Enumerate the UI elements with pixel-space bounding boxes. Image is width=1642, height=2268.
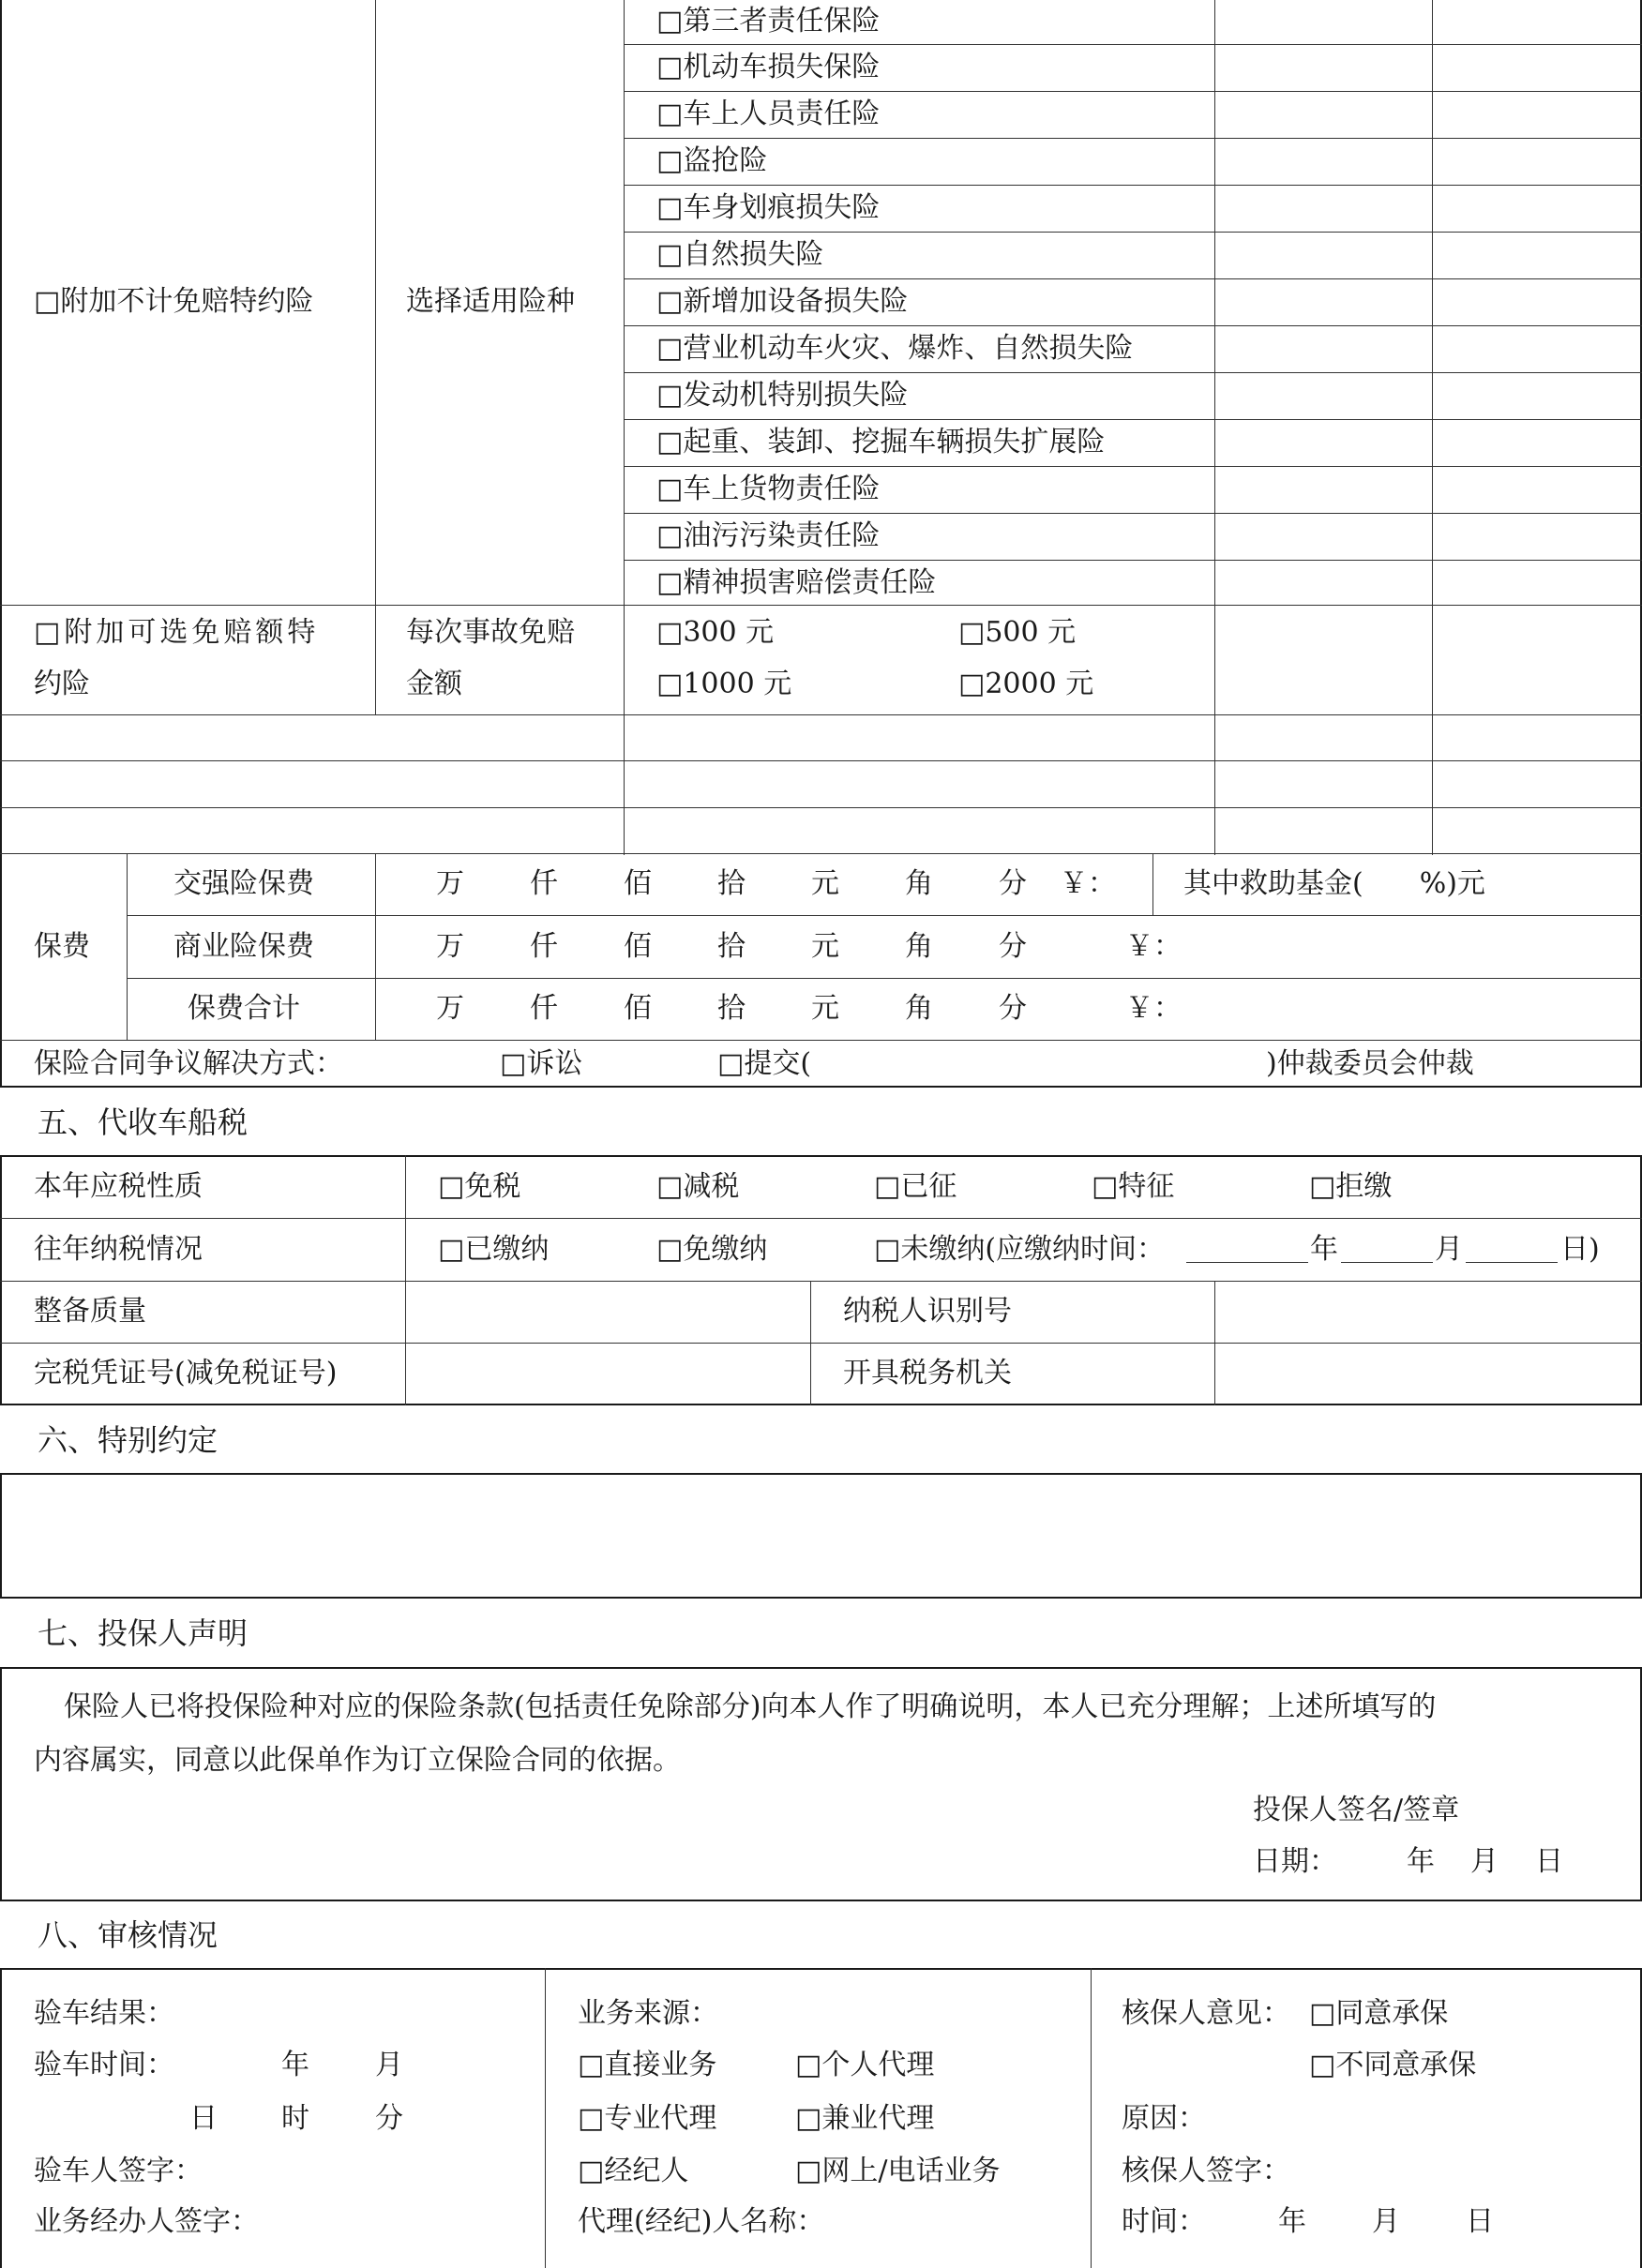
row-divider xyxy=(0,1040,1642,1041)
col-divider xyxy=(375,853,376,1041)
row-divider xyxy=(0,807,1642,808)
rider-label: 选择适用险种 xyxy=(406,285,575,318)
unit-qian: 仟 xyxy=(530,992,558,1025)
unit-fen: 分 xyxy=(999,867,1027,900)
row-divider xyxy=(624,91,1642,92)
unit-wan: 万 xyxy=(436,992,464,1025)
special-agreement-box[interactable] xyxy=(0,1473,1642,1599)
due-year-unit: 年 xyxy=(1310,1233,1338,1266)
section-title: 五、代收车船税 xyxy=(38,1104,249,1140)
agree-underwrite-option[interactable]: □同意承保 xyxy=(1309,1997,1449,2030)
yen-label: ￥： xyxy=(1125,930,1182,963)
row-divider xyxy=(0,1218,1642,1219)
declaration-date-label: 日期： xyxy=(1253,1845,1337,1878)
business-source-option[interactable]: □兼业代理 xyxy=(795,2102,935,2135)
yen-label: ￥： xyxy=(1125,992,1182,1025)
tax-option[interactable]: □拒缴 xyxy=(1309,1170,1393,1203)
rider-item[interactable]: □油污污染责任险 xyxy=(656,519,881,552)
col-divider xyxy=(1091,1968,1092,2268)
row-divider xyxy=(624,419,1642,420)
unit-fen: 分 xyxy=(999,992,1027,1025)
tax-nature-label: 本年应税性质 xyxy=(34,1170,203,1203)
row-divider xyxy=(624,138,1642,139)
rider-name[interactable]: □附加不计免赔特约险 xyxy=(34,285,314,318)
review-year: 年 xyxy=(1278,2205,1306,2238)
rider-item[interactable]: □自然损失险 xyxy=(656,238,824,271)
unit-qian: 仟 xyxy=(530,930,558,963)
deductible-option[interactable]: □500 元 xyxy=(958,616,1077,649)
col-divider xyxy=(545,1968,546,2268)
dispute-label: 保险合同争议解决方式： xyxy=(34,1047,343,1080)
inspector-signature-label: 验车人签字： xyxy=(34,2155,203,2187)
tax-authority-label: 开具税务机关 xyxy=(843,1357,1012,1389)
rider-item[interactable]: □机动车损失保险 xyxy=(656,51,881,83)
rider-item[interactable]: □起重、装卸、挖掘车辆损失扩展险 xyxy=(656,426,1106,458)
unit-wan: 万 xyxy=(436,930,464,963)
unit-yuan: 元 xyxy=(811,930,839,963)
business-source-option[interactable]: □直接业务 xyxy=(578,2049,717,2081)
row-divider xyxy=(624,185,1642,186)
premium-row-label: 交强险保费 xyxy=(173,867,314,900)
row-divider xyxy=(0,1281,1642,1282)
underwriter-opinion-label: 核保人意见： xyxy=(1122,1997,1290,2030)
row-divider xyxy=(624,278,1642,279)
prior-tax-option[interactable]: □未缴纳(应缴纳时间： xyxy=(874,1233,1166,1266)
col-divider xyxy=(810,1281,811,1405)
row-divider xyxy=(0,1343,1642,1344)
agent-name-label: 代理(经纪)人名称： xyxy=(578,2205,825,2238)
declaration-line: 内容属实，同意以此保单作为订立保险合同的依据。 xyxy=(34,1744,681,1777)
deductible-label-cont: 金额 xyxy=(406,668,462,700)
col-divider xyxy=(1214,0,1215,855)
inspection-minute: 分 xyxy=(375,2102,403,2135)
row-divider xyxy=(0,714,1642,715)
unit-shi: 拾 xyxy=(717,992,746,1025)
business-source-option[interactable]: □专业代理 xyxy=(578,2102,717,2135)
col-divider xyxy=(375,0,376,715)
row-divider xyxy=(624,232,1642,233)
declaration-year: 年 xyxy=(1407,1845,1435,1878)
unit-qian: 仟 xyxy=(530,867,558,900)
rider-item[interactable]: □新增加设备损失险 xyxy=(656,285,909,318)
unit-shi: 拾 xyxy=(717,930,746,963)
due-month-input[interactable] xyxy=(1341,1236,1433,1263)
due-year-input[interactable] xyxy=(1186,1236,1308,1263)
unit-fen: 分 xyxy=(999,930,1027,963)
row-divider xyxy=(0,605,1642,606)
col-divider xyxy=(127,853,128,1041)
inspection-month: 月 xyxy=(375,2049,403,2081)
rider-item[interactable]: □车上人员责任险 xyxy=(656,98,881,130)
rider-item[interactable]: □发动机特别损失险 xyxy=(656,379,909,412)
tax-option[interactable]: □特征 xyxy=(1092,1170,1175,1203)
section-title: 八、审核情况 xyxy=(38,1917,218,1953)
row-divider xyxy=(624,513,1642,514)
row-divider xyxy=(624,466,1642,467)
curb-weight-input[interactable] xyxy=(407,1283,808,1341)
row-divider xyxy=(127,915,1642,916)
inspection-result-label: 验车结果： xyxy=(34,1997,174,2030)
row-divider xyxy=(624,372,1642,373)
business-source-option[interactable]: □经纪人 xyxy=(578,2155,689,2187)
row-divider xyxy=(0,760,1642,761)
row-divider xyxy=(624,325,1642,326)
rescue-fund: 其中救助基金( %)元 xyxy=(1183,867,1485,900)
curb-weight-label: 整备质量 xyxy=(34,1295,146,1328)
unit-yuan: 元 xyxy=(811,992,839,1025)
tax-option[interactable]: □减税 xyxy=(656,1170,740,1203)
inspection-day: 日 xyxy=(189,2102,218,2135)
taxpayer-id-label: 纳税人识别号 xyxy=(843,1295,1012,1328)
prior-tax-label: 往年纳税情况 xyxy=(34,1233,203,1266)
deductible-name[interactable]: □附加可选免赔额特 xyxy=(34,616,320,649)
reason-label: 原因： xyxy=(1122,2102,1206,2135)
row-divider xyxy=(127,978,1642,979)
business-source-label: 业务来源： xyxy=(578,1997,718,2030)
deductible-option[interactable]: □300 元 xyxy=(656,616,775,649)
col-divider xyxy=(1214,1281,1215,1405)
prior-tax-option[interactable]: □已缴纳 xyxy=(438,1233,550,1266)
declaration-line: 保险人已将投保险种对应的保险条款(包括责任免除部分)向本人作了明确说明，本人已充分理解；上述所填写的 xyxy=(64,1690,1437,1723)
row-divider xyxy=(624,560,1642,561)
business-source-option[interactable]: □网上/电话业务 xyxy=(795,2155,1001,2187)
inspection-year: 年 xyxy=(281,2049,309,2081)
rider-item[interactable]: □车上货物责任险 xyxy=(656,473,881,505)
rider-item[interactable]: □精神损害赔偿责任险 xyxy=(656,566,937,599)
tax-option[interactable]: □免税 xyxy=(438,1170,521,1203)
unit-bai: 佰 xyxy=(624,930,652,963)
applicant-signature-label[interactable]: 投保人签名/签章 xyxy=(1253,1794,1460,1826)
dispute-arbitration[interactable]: □提交( xyxy=(717,1047,812,1080)
unit-wan: 万 xyxy=(436,867,464,900)
row-divider xyxy=(0,853,1642,854)
premium-group-label: 保费 xyxy=(34,930,90,963)
due-month-unit: 月 xyxy=(1435,1233,1463,1266)
col-divider xyxy=(1152,853,1153,916)
yen-label: ￥： xyxy=(1060,867,1116,900)
unit-jiao: 角 xyxy=(905,992,933,1025)
tax-authority-input[interactable] xyxy=(1216,1344,1638,1403)
dispute-litigation[interactable]: □诉讼 xyxy=(500,1047,583,1080)
due-day-input[interactable] xyxy=(1466,1236,1558,1263)
unit-jiao: 角 xyxy=(905,867,933,900)
premium-row-label: 保费合计 xyxy=(188,992,300,1025)
unit-shi: 拾 xyxy=(717,867,746,900)
business-source-option[interactable]: □个人代理 xyxy=(795,2049,935,2081)
col-divider xyxy=(624,0,625,855)
review-day: 日 xyxy=(1466,2205,1494,2238)
unit-bai: 佰 xyxy=(624,867,652,900)
inspection-hour: 时 xyxy=(281,2102,309,2135)
declaration-day: 日 xyxy=(1535,1845,1563,1878)
deductible-option[interactable]: □1000 元 xyxy=(656,668,792,700)
tax-cert-input[interactable] xyxy=(407,1344,808,1403)
deductible-name-cont: 约险 xyxy=(34,668,90,700)
declaration-month: 月 xyxy=(1470,1845,1499,1878)
tax-cert-label: 完税凭证号(减免税证号) xyxy=(34,1357,338,1389)
prior-tax-option[interactable]: □免缴纳 xyxy=(656,1233,768,1266)
dispute-suffix: )仲裁委员会仲裁 xyxy=(1266,1047,1474,1080)
section-title: 七、投保人声明 xyxy=(38,1615,249,1651)
row-divider xyxy=(624,44,1642,45)
deductible-label: 每次事故免赔 xyxy=(406,616,575,649)
due-day-unit: 日) xyxy=(1560,1233,1600,1266)
tax-option[interactable]: □已征 xyxy=(874,1170,957,1203)
rider-item[interactable]: □盗抢险 xyxy=(656,144,768,177)
unit-jiao: 角 xyxy=(905,930,933,963)
rider-item[interactable]: □车身划痕损失险 xyxy=(656,191,881,224)
handler-signature-label: 业务经办人签字： xyxy=(34,2205,259,2238)
inspection-time-label: 验车时间： xyxy=(34,2049,174,2081)
underwriter-signature-label: 核保人签字： xyxy=(1122,2155,1290,2187)
review-time-label: 时间： xyxy=(1122,2205,1206,2238)
rider-item[interactable]: □营业机动车火灾、爆炸、自然损失险 xyxy=(656,332,1134,365)
rider-item[interactable]: □第三者责任保险 xyxy=(656,5,881,38)
section-title: 六、特别约定 xyxy=(38,1422,218,1458)
review-month: 月 xyxy=(1372,2205,1400,2238)
premium-row-label: 商业险保费 xyxy=(173,930,314,963)
unit-bai: 佰 xyxy=(624,992,652,1025)
deductible-option[interactable]: □2000 元 xyxy=(958,668,1094,700)
col-divider xyxy=(1432,0,1433,855)
col-divider xyxy=(405,1155,406,1405)
taxpayer-id-input[interactable] xyxy=(1216,1283,1638,1341)
unit-yuan: 元 xyxy=(811,867,839,900)
disagree-underwrite-option[interactable]: □不同意承保 xyxy=(1309,2049,1477,2081)
